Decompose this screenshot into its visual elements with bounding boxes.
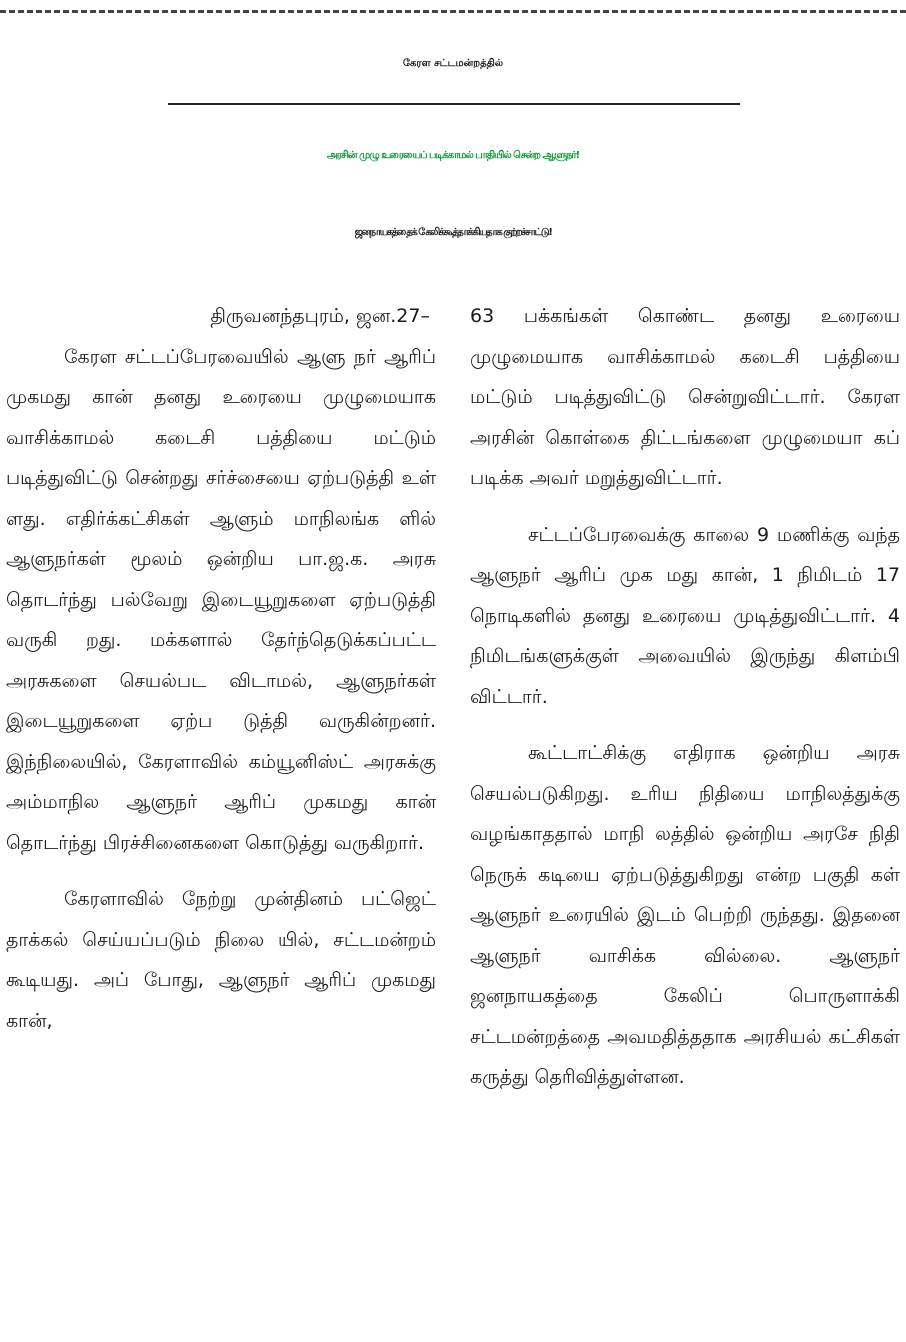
subheadline: ஜனநாயகத்தைக் கேலிக்கூத்தாக்கியதாக குற்றச்சாட்டு! — [354, 227, 552, 238]
right-column — [470, 296, 900, 1098]
kicker-heading: கேரள சட்டமன்றத்தில் — [402, 58, 504, 69]
kicker-underline — [168, 103, 740, 105]
dateline: திருவனந்தபுரம், ஜன.27– — [210, 305, 430, 327]
body-paragraph: சட்டப்பேரவைக்கு காலை 9 மணிக்கு வந்த ஆளுநர் ஆரிப் முக மது கான், 1 நிமிடம் 17 நொடிகளில் தனது உரையை முடித்துவிட்டார். 4 நிமிடங்களுக்குள் அவையில் இருந்து கிளம்பி விட்டார். — [470, 523, 900, 708]
top-dashed-divider — [0, 10, 906, 13]
body-paragraph: கூட்டாட்சிக்கு எதிராக ஒன்றிய அரசு செயல்படுகிறது. உரிய நிதியை மாநிலத்துக்கு வழங்காததால் மாநி லத்தில் ஒன்றிய அரசே நிதி நெருக் கடியை ஏற்படுத்துகிறது என்ற பகுதி கள் ஆளுநர் உரையில் இடம் பெற்றி ருந்தது. இதனை ஆளுநர் வாசிக்க வில்லை. ஆளுநர் ஜனநாயகத்தை கேலிப் பொருளாக்கி சட்டமன்றத்தை அவமதித்ததாக அரசியல் கட்சிகள் கருத்து தெரிவித்துள்ளன. — [470, 742, 900, 1088]
body-paragraph: 63 பக்கங்கள் கொண்ட தனது உரையை முழுமையாக வாசிக்காமல் கடைசி பத்தியை மட்டும் படித்துவிட்டு சென்றுவிட்டார். கேரள அரசின் கொள்கை திட்டங்களை முழுமையா கப் படிக்க அவர் மறுத்துவிட்டார். — [470, 305, 900, 489]
body-paragraph: கேரள சட்டப்பேரவையில் ஆளு நர் ஆரிப் முகமது கான் தனது உரையை முழுமையாக வாசிக்காமல் கடைசி பத்தியை மட்டும் படித்துவிட்டு சென்றது சர்ச்சையை ஏற்படுத்தி உள் ளது. எதிர்க்கட்சிகள் ஆளும் மாநிலங்க ளில் ஆளுநர்கள் மூலம் ஒன்றிய பா.ஜ.க. அரசு தொடர்ந்து பல்வேறு இடையூறுகளை ஏற்படுத்தி வருகி றது. மக்களால் தேர்ந்தெடுக்கப்பட்ட அரசுகளை செயல்பட விடாமல், ஆளுநர்கள் இடையூறுகளை ஏற்ப டுத்தி வருகின்றனர். இந்நிலையில், கேரளாவில் கம்யூனிஸ்ட் அரசுக்கு அம்மாநில ஆளுநர் ஆரிப் முகமது கான் தொடர்ந்து பிரச்சினைகளை கொடுத்து வருகிறார். — [6, 345, 436, 854]
left-column — [6, 296, 436, 1041]
body-paragraph: கேரளாவில் நேற்று முன்தினம் பட்ஜெட் தாக்கல் செய்யப்படும் நிலை யில், சட்டமன்றம் கூடியது. அப் போது, ஆளுநர் ஆரிப் முகமது கான், — [6, 888, 436, 1032]
headline: அரசின் முழு உரையைப் படிக்காமல் பாதியில் சென்ற ஆளுநர்! — [326, 150, 580, 161]
